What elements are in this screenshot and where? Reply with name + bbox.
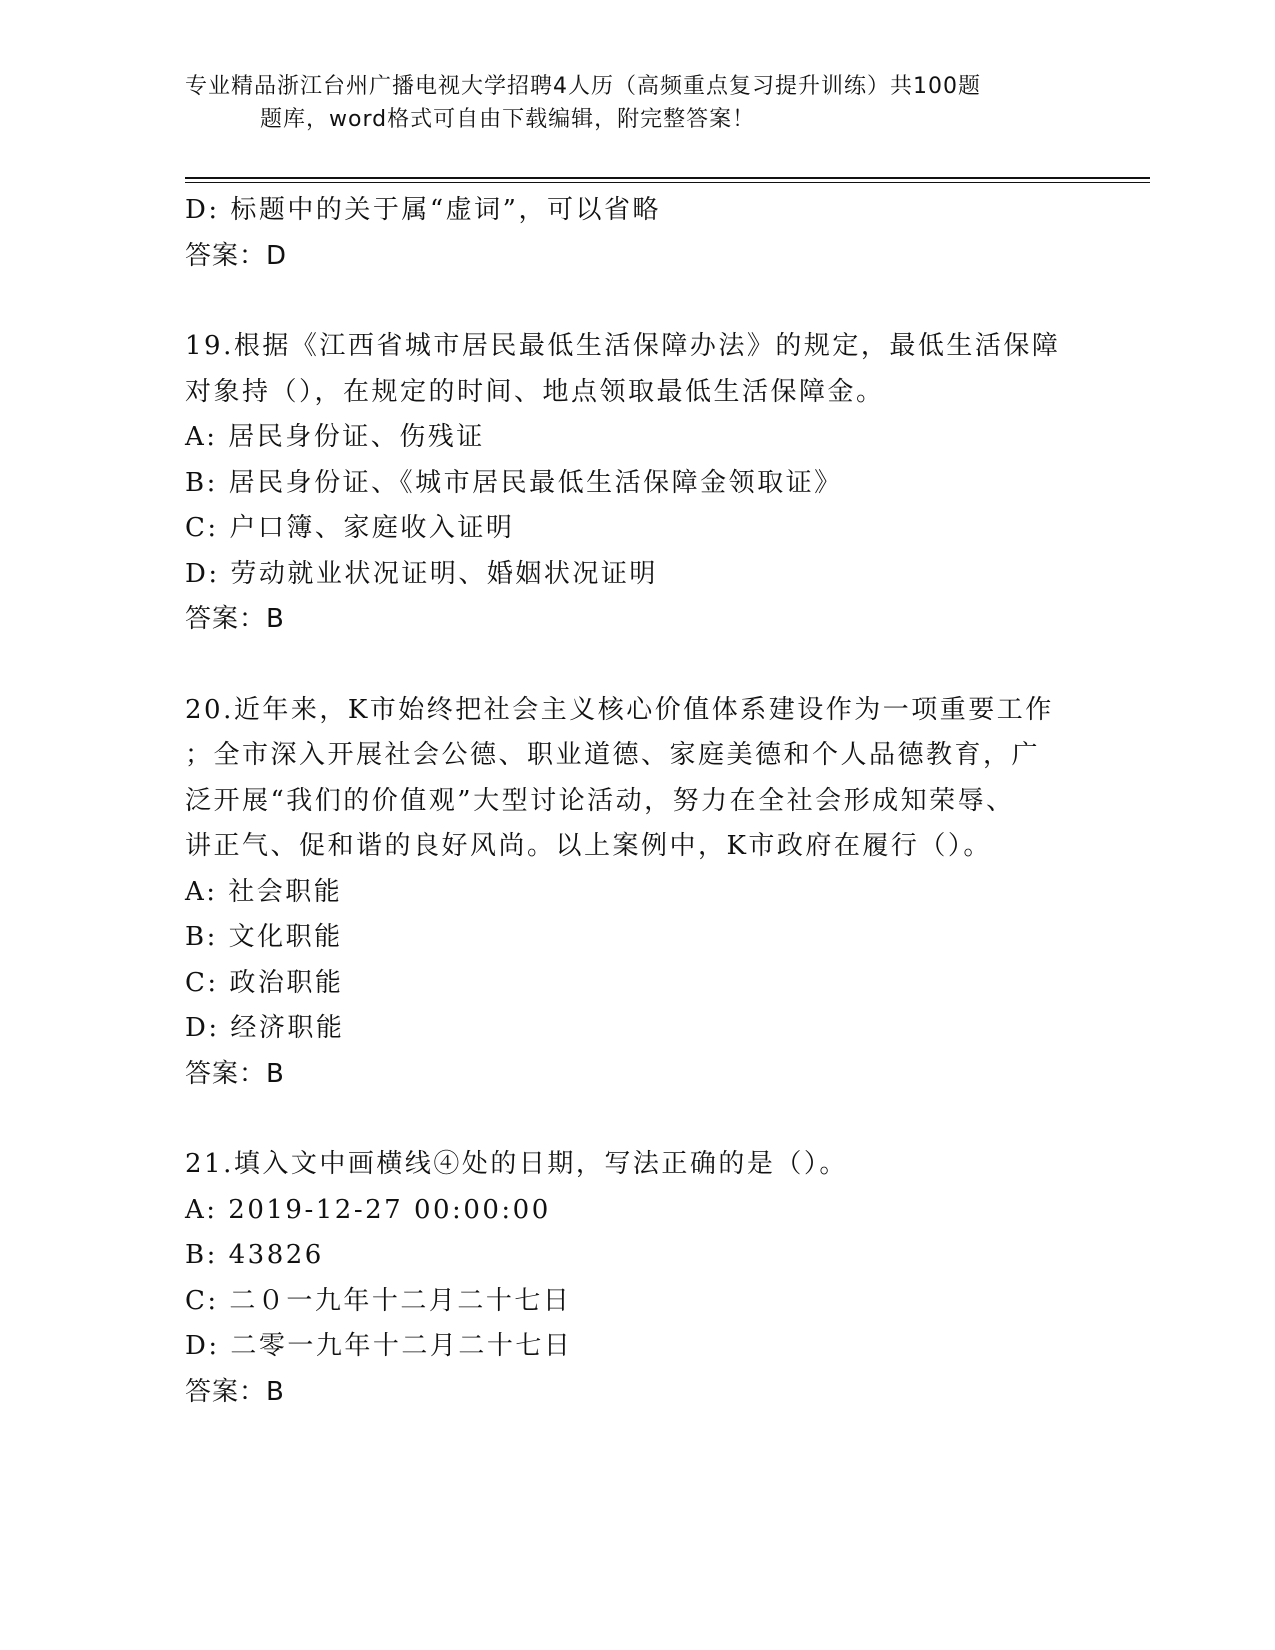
question-20: [185, 688, 1085, 1098]
stem-line: 对象持（），在规定的时间、地点领取最低生活保障金。: [185, 376, 885, 407]
stem-line: 19.根据《江西省城市居民最低生活保障办法》的规定，最低生活保障: [185, 331, 1061, 361]
question-stem: [185, 688, 1085, 870]
option-c: C: 户口簿、家庭收入证明: [185, 513, 515, 543]
header-divider-thick: [185, 177, 1150, 179]
option-c: C: 二０一九年十二月二十七日: [185, 1285, 572, 1316]
option-a: A: 社会职能: [185, 876, 343, 907]
option-a: A: 居民身份证、伤残证: [185, 422, 485, 452]
option-d: D: 劳动就业状况证明、婚姻状况证明: [185, 558, 658, 589]
question-19: [185, 324, 1085, 643]
answer-line: 答案：D: [185, 240, 288, 271]
spacer: [185, 279, 1085, 324]
option-b: B: 文化职能: [185, 922, 343, 952]
option-a: A: 2019-12-27 00:00:00: [185, 1194, 551, 1225]
option-d: D: 经济职能: [185, 1013, 345, 1043]
answer-line: 答案：B: [185, 1376, 285, 1407]
answer-line: 答案：B: [185, 1058, 285, 1089]
stem-line: 21.填入文中画横线④处的日期，写法正确的是（）。: [185, 1149, 848, 1179]
option-d: D: 二零一九年十二月二十七日: [185, 1331, 573, 1361]
question-stem: [185, 324, 1085, 415]
answer-line: 答案：B: [185, 604, 285, 634]
header-title-line-2: 题库，word格式可自由下载编辑，附完整答案！: [260, 107, 756, 132]
option-b: B: 43826: [185, 1240, 324, 1270]
option-b: B: 居民身份证、《城市居民最低生活保障金领取证》: [185, 467, 843, 498]
header-title-line-1: 专业精品浙江台州广播电视大学招聘4人历（高频重点复习提升训练）共100题: [185, 74, 981, 99]
spacer: [185, 643, 1085, 688]
stem-line: 讲正气、促和谐的良好风尚。以上案例中，K市政府在履行（）。: [185, 831, 992, 861]
stem-line: ；全市深入开展社会公德、职业道德、家庭美德和个人品德教育，广: [185, 740, 1041, 770]
stem-line: 泛开展“我们的价值观”大型讨论活动，努力在全社会形成知荣辱、: [185, 785, 1015, 816]
question-stem: [185, 1142, 1085, 1188]
option-c: C: 政治职能: [185, 967, 344, 998]
option-d: D: 标题中的关于属“虚词”，可以省略: [185, 195, 661, 225]
spacer: [185, 1097, 1085, 1142]
question-18-tail: [185, 188, 1085, 279]
header-divider-thin: [185, 182, 1150, 183]
stem-line: 20.近年来，K市始终把社会主义核心价值体系建设作为一项重要工作: [185, 694, 1054, 725]
question-list: [185, 188, 1085, 1415]
question-21: [185, 1142, 1085, 1415]
document-header: [185, 70, 1065, 136]
